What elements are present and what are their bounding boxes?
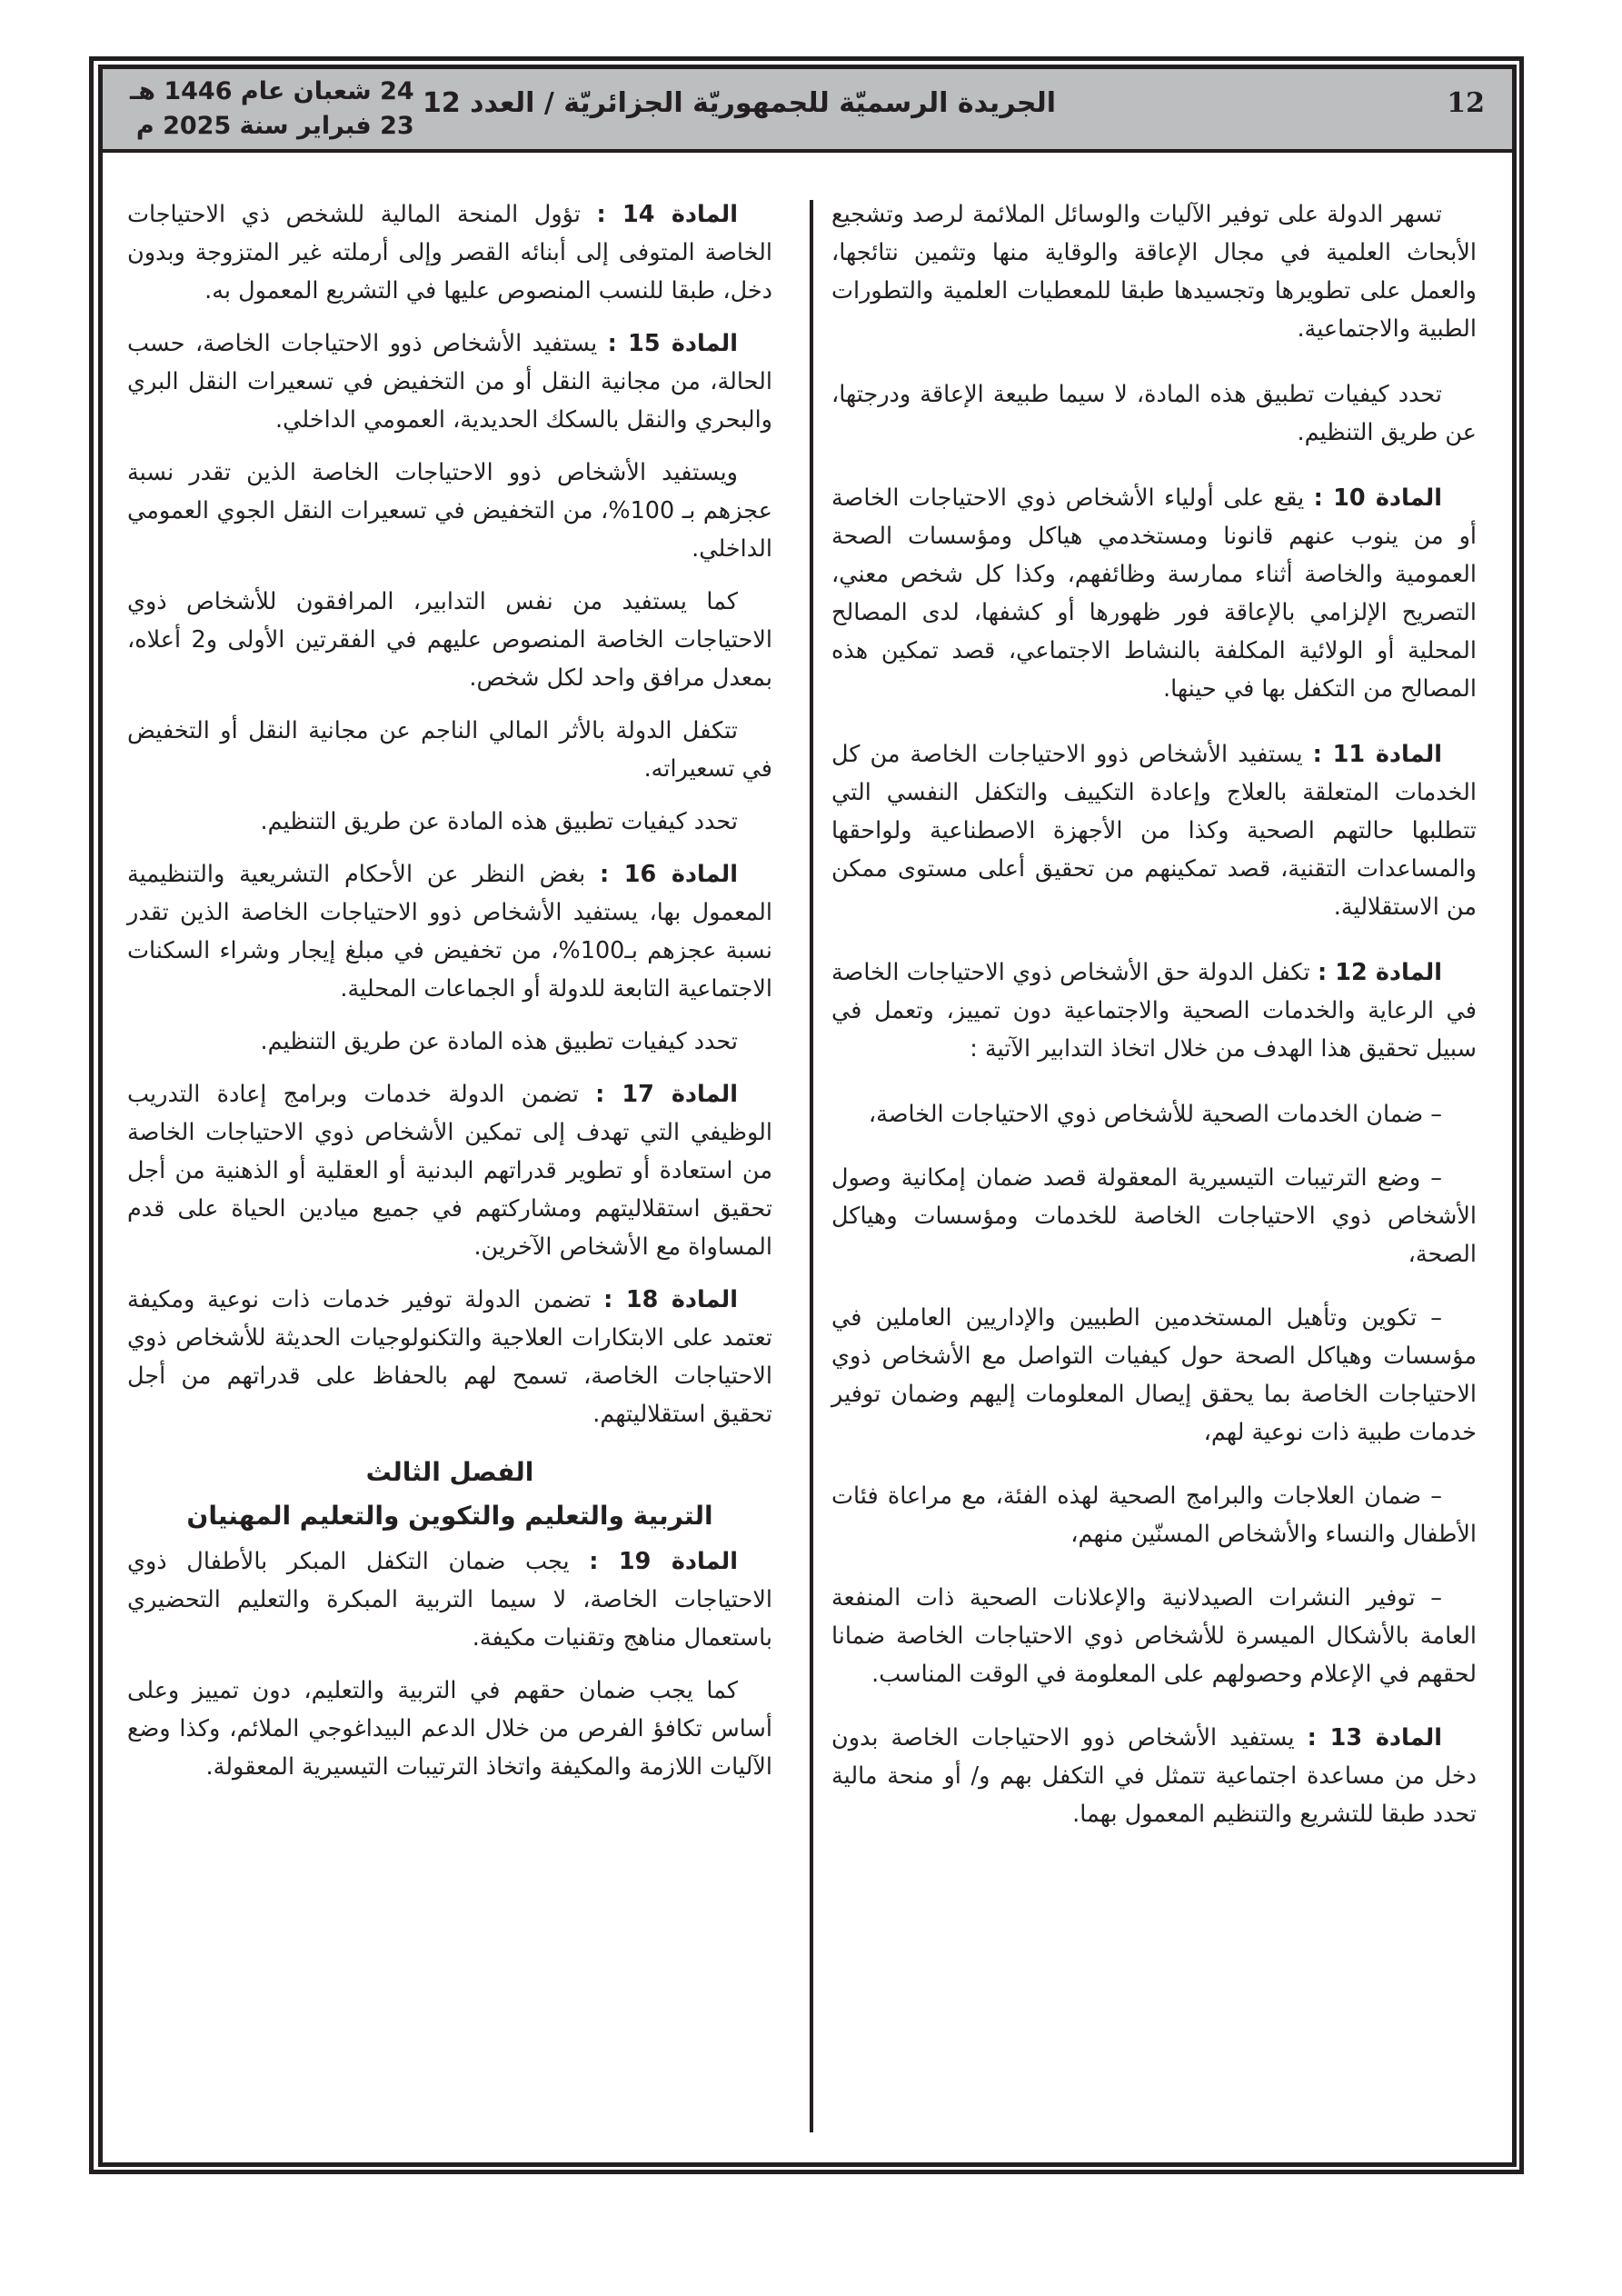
paragraph: كما يستفيد من نفس التدابير، المرافقون للأشخاص ذوي الاحتياجات الخاصة المنصوص عليهم في الفقرتين الأولى و2 أعلاه، بمعدل مرافق واحد لكل شخص.: [127, 588, 772, 692]
page-number: 12: [1447, 87, 1485, 119]
list-item: – ضمان العلاجات والبرامج الصحية لهذه الفئة، مع مراعاة فئات الأطفال والنساء والأشخاص المسنّين منهم،: [831, 1482, 1477, 1548]
article-label: المادة 16 :: [600, 861, 738, 888]
article-16: المادة 16 : بغض النظر عن الأحكام التشريعية والتنظيمية المعمول بها، يستفيد الأشخاص ذوو الاحتياجات الخاصة الذين تقدر نسبة عجزهم بـ100%، من تخفيض في مبلغ إيجار وشراء السكنات الاجتماعية التابعة للدولة أو الجماعات المحلية.: [127, 861, 773, 1003]
list-item: – ضمان الخدمات الصحية للأشخاص ذوي الاحتياجات الخاصة،: [868, 1101, 1442, 1128]
article-11: المادة 11 : يستفيد الأشخاص ذوو الاحتياجات الخاصة من كل الخدمات المتعلقة بالعلاج وإعادة التكييف والتكفل النفسي التي تتطلبها حالتهم الصحية وكذا من الأجهزة الاصطناعية ولواحقها والمساعدات التقنية، قصد تمكينهم من تحقيق أعلى مستوى ممكن من الاستقلالية.: [831, 741, 1477, 921]
article-label: المادة 10 :: [1313, 484, 1442, 512]
article-label: المادة 12 :: [1317, 959, 1442, 986]
article-label: المادة 11 :: [1312, 741, 1442, 768]
article-label: المادة 14 :: [596, 201, 738, 228]
issue-date: [130, 75, 414, 144]
left-column: [127, 195, 772, 1801]
article-label: المادة 13 :: [1307, 1724, 1442, 1752]
article-15: المادة 15 : يستفيد الأشخاص ذوو الاحتياجات الخاصة، حسب الحالة، من مجانية النقل أو من التخفيض في تسعيرات النقل البري والبحري والنقل بالسكك الحديدية، العمومي الداخلي.: [127, 330, 772, 434]
chapter-subtitle: التربية والتعليم والتكوين والتعليم المهنيان: [186, 1501, 713, 1531]
article-14: المادة 14 : تؤول المنحة المالية للشخص ذي الاحتياجات الخاصة المتوفى إلى أبنائه القصر وإلى أرملته غير المتزوجة وبدون دخل، طبقا للنسب المنصوص عليها في التشريع المعمول به.: [127, 201, 772, 304]
article-label: المادة 19 :: [589, 1548, 738, 1575]
list-item: – وضع الترتيبات التيسيرية المعقولة قصد ضمان إمكانية وصول الأشخاص ذوي الاحتياجات الخاصة للخدمات ومؤسسات وهياكل الصحة،: [831, 1164, 1477, 1268]
paragraph: تسهر الدولة على توفير الآليات والوسائل الملائمة لرصد وتشجيع الأبحاث العلمية في مجال الإعاقة والوقاية منها وتثمين نتائجها، والعمل على تطويرها وتجسيدها طبقا للمعطيات العلمية والتطورات الطبية والاجتماعية.: [831, 201, 1477, 343]
paragraph: تحدد كيفيات تطبيق هذه المادة عن طريق التنظيم.: [260, 1028, 738, 1055]
article-13: المادة 13 : يستفيد الأشخاص ذوو الاحتياجات الخاصة بدون دخل من مساعدة اجتماعية تتمثل في التكفل بهم و/ أو منحة مالية تحدد طبقا للتشريع والتنظيم المعمول بهما.: [831, 1724, 1477, 1828]
article-19: المادة 19 : يجب ضمان التكفل المبكر بالأطفال ذوي الاحتياجات الخاصة، لا سيما التربية المبكرة والتعليم التحضيري باستعمال مناهج وتقنيات مكيفة.: [127, 1548, 772, 1652]
page-header: [103, 69, 1512, 153]
paragraph: ويستفيد الأشخاص ذوو الاحتياجات الخاصة الذين تقدر نسبة عجزهم بـ 100%، من التخفيض في تسعيرات النقل الجوي العمومي الداخلي.: [127, 459, 772, 563]
date-gregorian: 23 فبراير سنة 2025 م: [135, 112, 414, 140]
date-hijri: 24 شعبان عام 1446 هـ: [130, 77, 414, 105]
article-12: المادة 12 : تكفل الدولة حق الأشخاص ذوي الاحتياجات الخاصة في الرعاية والخدمات الصحية والاجتماعية دون تمييز، وتعمل في سبيل تحقيق هذا الهدف من خلال اتخاذ التدابير الآتية :: [831, 959, 1477, 1063]
article-label: المادة 18 :: [603, 1286, 738, 1313]
chapter-title: الفصل الثالث: [365, 1457, 534, 1487]
right-column: [831, 195, 1477, 1848]
list-item: – تكوين وتأهيل المستخدمين الطبيين والإداريين العاملين في مؤسسات وهياكل الصحة حول كيفيات التواصل مع الأشخاص ذوي الاحتياجات الخاصة بما يحقق إيصال المعلومات إليهم وضمان توفير خدمات طبية ذات نوعية لهم،: [831, 1304, 1477, 1446]
paragraph: كما يجب ضمان حقهم في التربية والتعليم، دون تمييز وعلى أساس تكافؤ الفرص من خلال الدعم البيداغوجي الملائم، وكذا وضع الآليات اللازمة والمكيفة واتخاذ الترتيبات التيسيرية المعقولة.: [127, 1677, 772, 1781]
paragraph: تحدد كيفيات تطبيق هذه المادة، لا سيما طبيعة الإعاقة ودرجتها، عن طريق التنظيم.: [831, 381, 1477, 446]
journal-title: الجريدة الرسميّة للجمهوريّة الجزائريّة / العدد 12: [422, 87, 1057, 119]
list-item: – توفير النشرات الصيدلانية والإعلانات الصحية ذات المنفعة العامة بالأشكال الميسرة للأشخاص ذوي الاحتياجات الخاصة ضمانا لحقهم في الإعلام وحصولهم على المعلومة في الوقت المناسب.: [831, 1584, 1477, 1688]
article-17: المادة 17 : تضمن الدولة خدمات وبرامج إعادة التدريب الوظيفي التي تهدف إلى تمكين الأشخاص ذوي الاحتياجات الخاصة من استعادة أو تطوير قدراتهم البدنية أو العقلية أو الذهنية من أجل تحقيق استقلاليتهم ومشاركتهم في جميع ميادين الحياة على قدم المساواة مع الأشخاص الآخرين.: [127, 1081, 772, 1261]
article-10: المادة 10 : يقع على أولياء الأشخاص ذوي الاحتياجات الخاصة أو من ينوب عنهم قانونا ومستخدمي هياكل ومؤسسات الصحة العمومية والخاصة أثناء ممارسة وظائفهم، وكذا كل شخص معني، التصريح الإلزامي بالإعاقة فور ظهورها أو كشفها، لدى المصالح المحلية أو الولائية المكلفة بالنشاط الاجتماعي، قصد تمكين هذه المصالح من التكفل بها في حينها.: [831, 484, 1477, 703]
paragraph: تحدد كيفيات تطبيق هذه المادة عن طريق التنظيم.: [260, 808, 738, 835]
article-label: المادة 15 :: [607, 330, 738, 357]
article-18: المادة 18 : تضمن الدولة توفير خدمات ذات نوعية ومكيفة تعتمد على الابتكارات العلاجية والتكنولوجيات الحديثة للأشخاص ذوي الاحتياجات الخاصة، تسمح لهم بالحفاظ على قدراتهم من أجل تحقيق استقلاليتهم.: [127, 1286, 772, 1428]
column-divider: [810, 200, 813, 2132]
paragraph: تتكفل الدولة بالأثر المالي الناجم عن مجانية النقل أو التخفيض في تسعيراته.: [127, 717, 772, 783]
article-label: المادة 17 :: [595, 1081, 738, 1108]
